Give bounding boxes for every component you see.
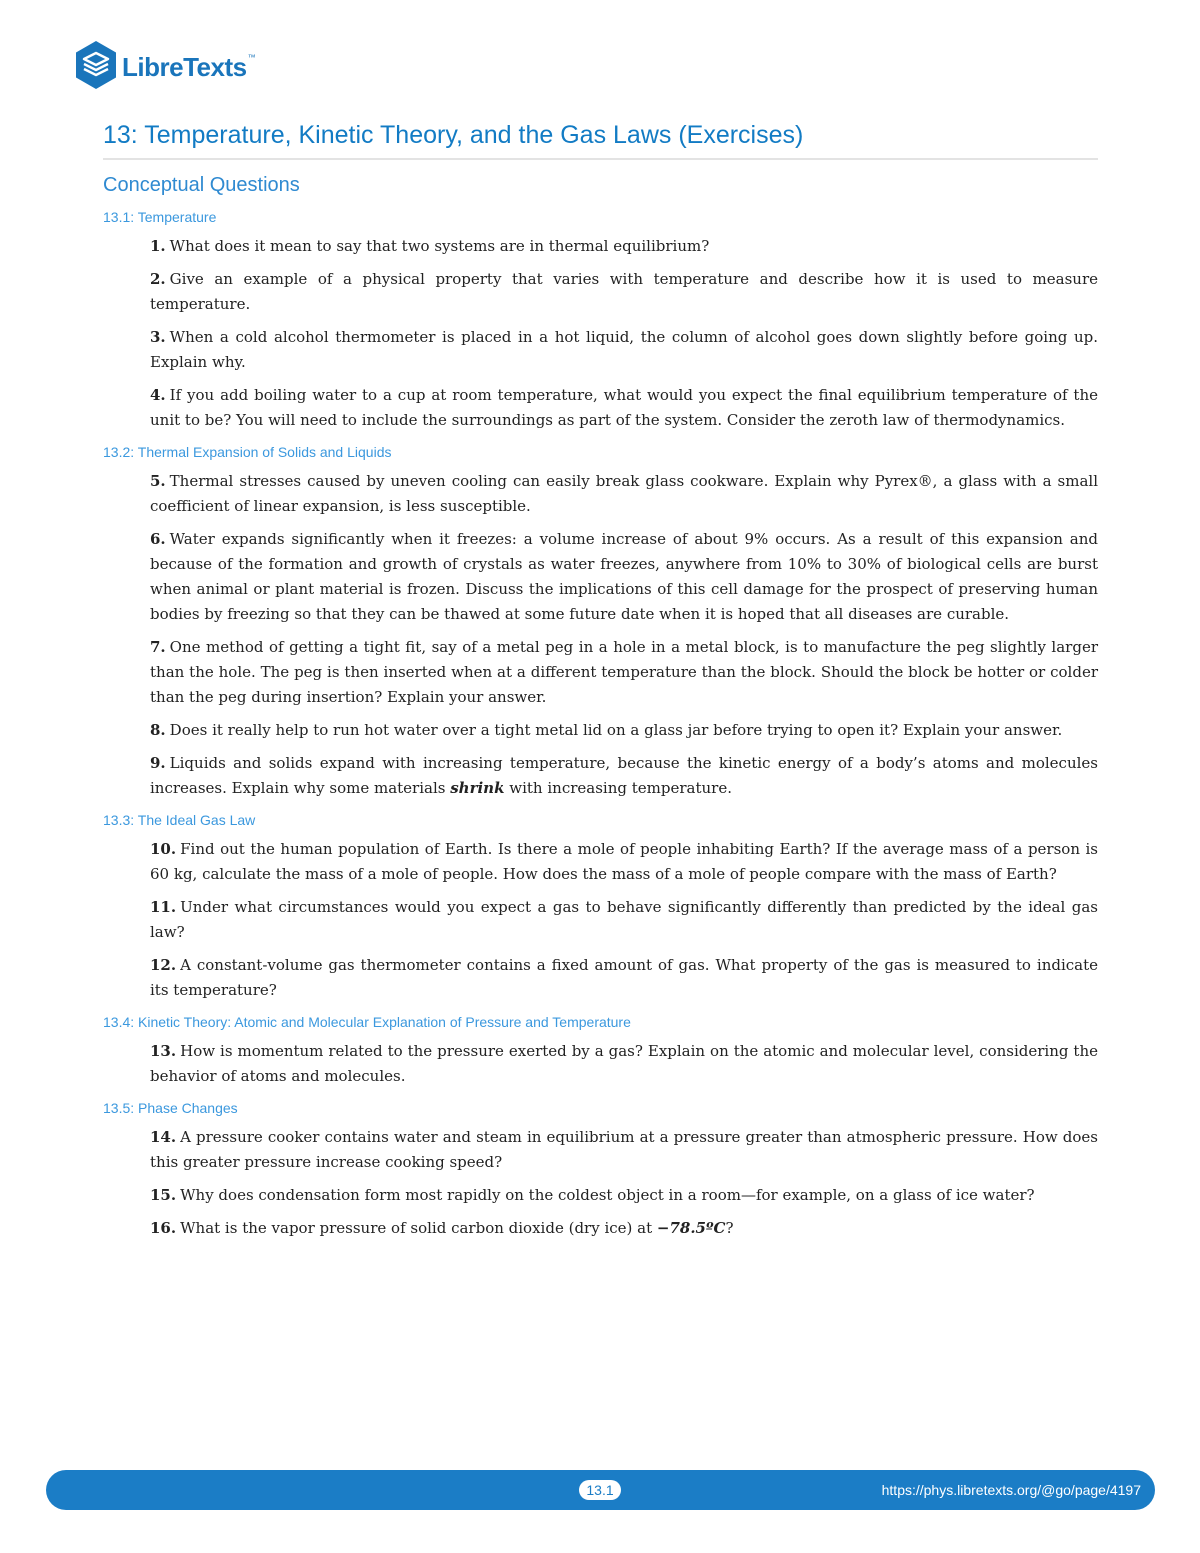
libretexts-logo[interactable] [74,40,256,90]
question-number: 6. [150,530,166,548]
question-number: 11. [150,898,177,916]
question-text: One method of getting a tight fit, say of a metal peg in a hole in a metal block, is to manufacture the peg slightly larger than the hole. The peg is then inserted when at a different temperature than the block. Should the block be hotter or colder than the peg during insertion? Explain your answer. [150,638,1098,706]
question-text: A pressure cooker contains water and steam in equilibrium at a pressure greater than atmospheric pressure. How does this greater pressure increase cooking speed? [150,1128,1098,1171]
page-number: 13.1 [579,1480,621,1500]
question-text: Under what circumstances would you expect a gas to behave significantly differently than predicted by the ideal gas law? [150,898,1098,941]
question-8 [150,718,1098,743]
question-14 [150,1125,1098,1175]
question-number: 7. [150,638,166,656]
question-text: Does it really help to run hot water over a tight metal lid on a glass jar before trying to open it? Explain your answer. [169,721,1063,739]
libretexts-wordmark: LibreTexts [122,51,247,82]
question-text: Give an example of a physical property that varies with temperature and describe how it is used to measure temperature. [150,270,1098,313]
question-number: 13. [150,1042,177,1060]
question-4 [150,383,1098,433]
question-text: Water expands significantly when it freezes: a volume increase of about 9% occurs. As a result of this expansion and because of the formation and growth of crystals as water freezes, anywhere from 10% to 30% of biological cells are burst when animal or plant material is frozen. Discuss the implications of this cell damage for the prospect of preserving human bodies by freezing so that they can be thawed at some future date when it is hoped that all diseases are curable. [150,530,1098,623]
question-7 [150,635,1098,710]
question-15 [150,1183,1098,1208]
trademark-mark: ™ [247,52,256,62]
question-3 [150,325,1098,375]
question-number: 16. [150,1219,177,1237]
subsection-heading-phase-changes[interactable]: 13.5: Phase Changes [103,1100,238,1116]
question-text: Thermal stresses caused by uneven cooling can easily break glass cookware. Explain why Pyrex®, a glass with a small coefficient of linear expansion, is less susceptible. [150,472,1098,515]
subsection-heading-temperature[interactable]: 13.1: Temperature [103,209,217,225]
question-number: 9. [150,754,166,772]
question-9 [150,751,1098,801]
question-number: 8. [150,721,166,739]
question-13 [150,1039,1098,1089]
question-1 [150,234,1098,259]
question-number: 15. [150,1186,177,1204]
question-text: How is momentum related to the pressure exerted by a gas? Explain on the atomic and molecular level, considering the behavior of atoms and molecules. [150,1042,1098,1085]
question-5 [150,469,1098,519]
question-text-end: with increasing temperature. [504,779,732,797]
question-text: Find out the human population of Earth. Is there a mole of people inhabiting Earth? If the average mass of a person is 60 kg, calculate the mass of a mole of people. How does the mass of a mole of people compare with the mass of Earth? [150,840,1098,883]
question-12 [150,953,1098,1003]
page-footer [46,1470,1155,1510]
question-number: 4. [150,386,166,404]
libretexts-logo-icon [74,40,118,90]
question-10 [150,837,1098,887]
question-text: What is the vapor pressure of solid carbon dioxide (dry ice) at [180,1219,657,1237]
question-text: Why does condensation form most rapidly on the coldest object in a room—for example, on a glass of ice water? [180,1186,1035,1204]
question-number: 3. [150,328,166,346]
question-number: 14. [150,1128,177,1146]
subsection-heading-kinetic-theory[interactable]: 13.4: Kinetic Theory: Atomic and Molecular Explanation of Pressure and Temperature [103,1014,631,1030]
question-number: 12. [150,956,177,974]
question-text: When a cold alcohol thermometer is placed in a hot liquid, the column of alcohol goes down slightly before going up. Explain why. [150,328,1098,371]
section-heading: Conceptual Questions [103,174,300,196]
subsection-heading-thermal-expansion[interactable]: 13.2: Thermal Expansion of Solids and Liquids [103,444,392,460]
question-number: 5. [150,472,166,490]
emphasis-text: shrink [450,779,505,797]
question-text: If you add boiling water to a cup at room temperature, what would you expect the final equilibrium temperature of the unit to be? You will need to include the surroundings as part of the system. Consider the zeroth law of thermodynamics. [150,386,1098,429]
page-content [103,118,1098,1249]
question-text-end: ? [725,1219,734,1237]
page-title: 13: Temperature, Kinetic Theory, and the Gas Laws (Exercises) [103,118,1098,160]
question-text: What does it mean to say that two systems are in thermal equilibrium? [169,237,710,255]
question-text: Liquids and solids expand with increasing temperature, because the kinetic energy of a body’s atoms and molecules increases. Explain why some materials [150,754,1098,797]
math-expression: −78.5ºC [656,1219,726,1237]
question-number: 10. [150,840,177,858]
question-11 [150,895,1098,945]
question-16 [150,1216,1098,1241]
question-text: A constant-volume gas thermometer contains a fixed amount of gas. What property of the gas is measured to indicate its temperature? [150,956,1098,999]
page-url-link[interactable]: https://phys.libretexts.org/@go/page/4197 [881,1482,1141,1498]
question-6 [150,527,1098,627]
question-2 [150,267,1098,317]
subsection-heading-ideal-gas-law[interactable]: 13.3: The Ideal Gas Law [103,812,256,828]
question-number: 2. [150,270,166,288]
question-number: 1. [150,237,166,255]
